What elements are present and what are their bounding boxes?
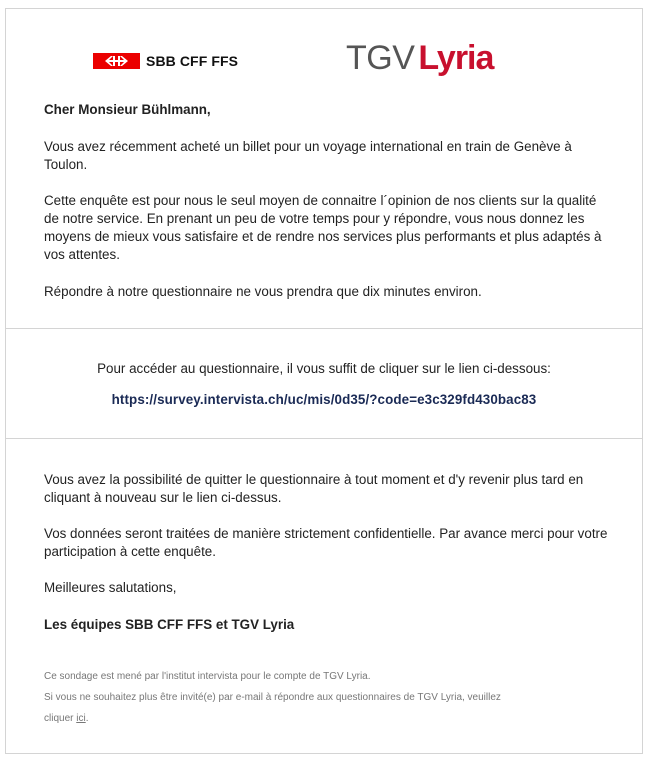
intro-paragraph-1: Vous avez récemment acheté un billet pour un voyage international en train de Genève à Toulon. <box>44 139 572 172</box>
tgv-lyria-logo <box>346 39 493 79</box>
sbb-arrows-icon <box>93 53 140 69</box>
closing-paragraph-2: Vos données seront traitées de manière strictement confidentielle. Par avance merci pour votre participation à cette enquête. <box>44 526 608 559</box>
signature: Les équipes SBB CFF FFS et TGV Lyria <box>44 617 295 632</box>
access-instruction: Pour accéder au questionnaire, il vous suffit de cliquer sur le lien ci-dessous: <box>97 361 551 376</box>
survey-link[interactable]: https://survey.intervista.ch/uc/mis/0d35/?code=e3c329fd430bac83 <box>111 392 537 407</box>
footer-line-1: Ce sondage est mené par l'institut intervista pour le compte de TGV Lyria. <box>44 671 371 682</box>
intro-paragraph-3: Répondre à notre questionnaire ne vous prendra que dix minutes environ. <box>44 284 482 299</box>
survey-link-line <box>6 391 642 409</box>
sbb-logo <box>93 53 238 69</box>
lyria-logo-text: Lyria <box>418 39 494 77</box>
footer-line-2: Si vous ne souhaitez plus être invité(e) par e-mail à répondre aux questionnaires de TGV Lyria, veuillez <box>44 692 501 703</box>
footer-line-3-suffix: . <box>85 713 89 724</box>
unsubscribe-link[interactable]: ici <box>76 713 86 724</box>
access-section <box>6 329 642 439</box>
closing-section <box>6 439 642 755</box>
footer-line-3 <box>44 708 624 729</box>
greeting: Cher Monsieur Bühlmann, <box>44 102 211 117</box>
salutation: Meilleures salutations, <box>44 580 177 595</box>
intro-section <box>6 9 642 329</box>
sbb-logo-text: SBB CFF FFS <box>146 53 239 69</box>
tgv-logo-text: TGV <box>346 39 415 77</box>
email-frame <box>5 8 643 754</box>
footer-line-3-prefix: cliquer <box>44 713 74 724</box>
intro-paragraph-2: Cette enquête est pour nous le seul moyen de connaitre l´opinion de nos clients sur la qualité de notre service. En prenant un peu de votre temps pour y répondre, vous nous donnez les moyens de mieux vous satisfaire et de rendre nos services plus performants et plus adaptés à vos attentes. <box>44 193 602 262</box>
closing-paragraph-1: Vous avez la possibilité de quitter le questionnaire à tout moment et d'y revenir plus tard en cliquant à nouveau sur le lien ci-dessus. <box>44 472 584 505</box>
